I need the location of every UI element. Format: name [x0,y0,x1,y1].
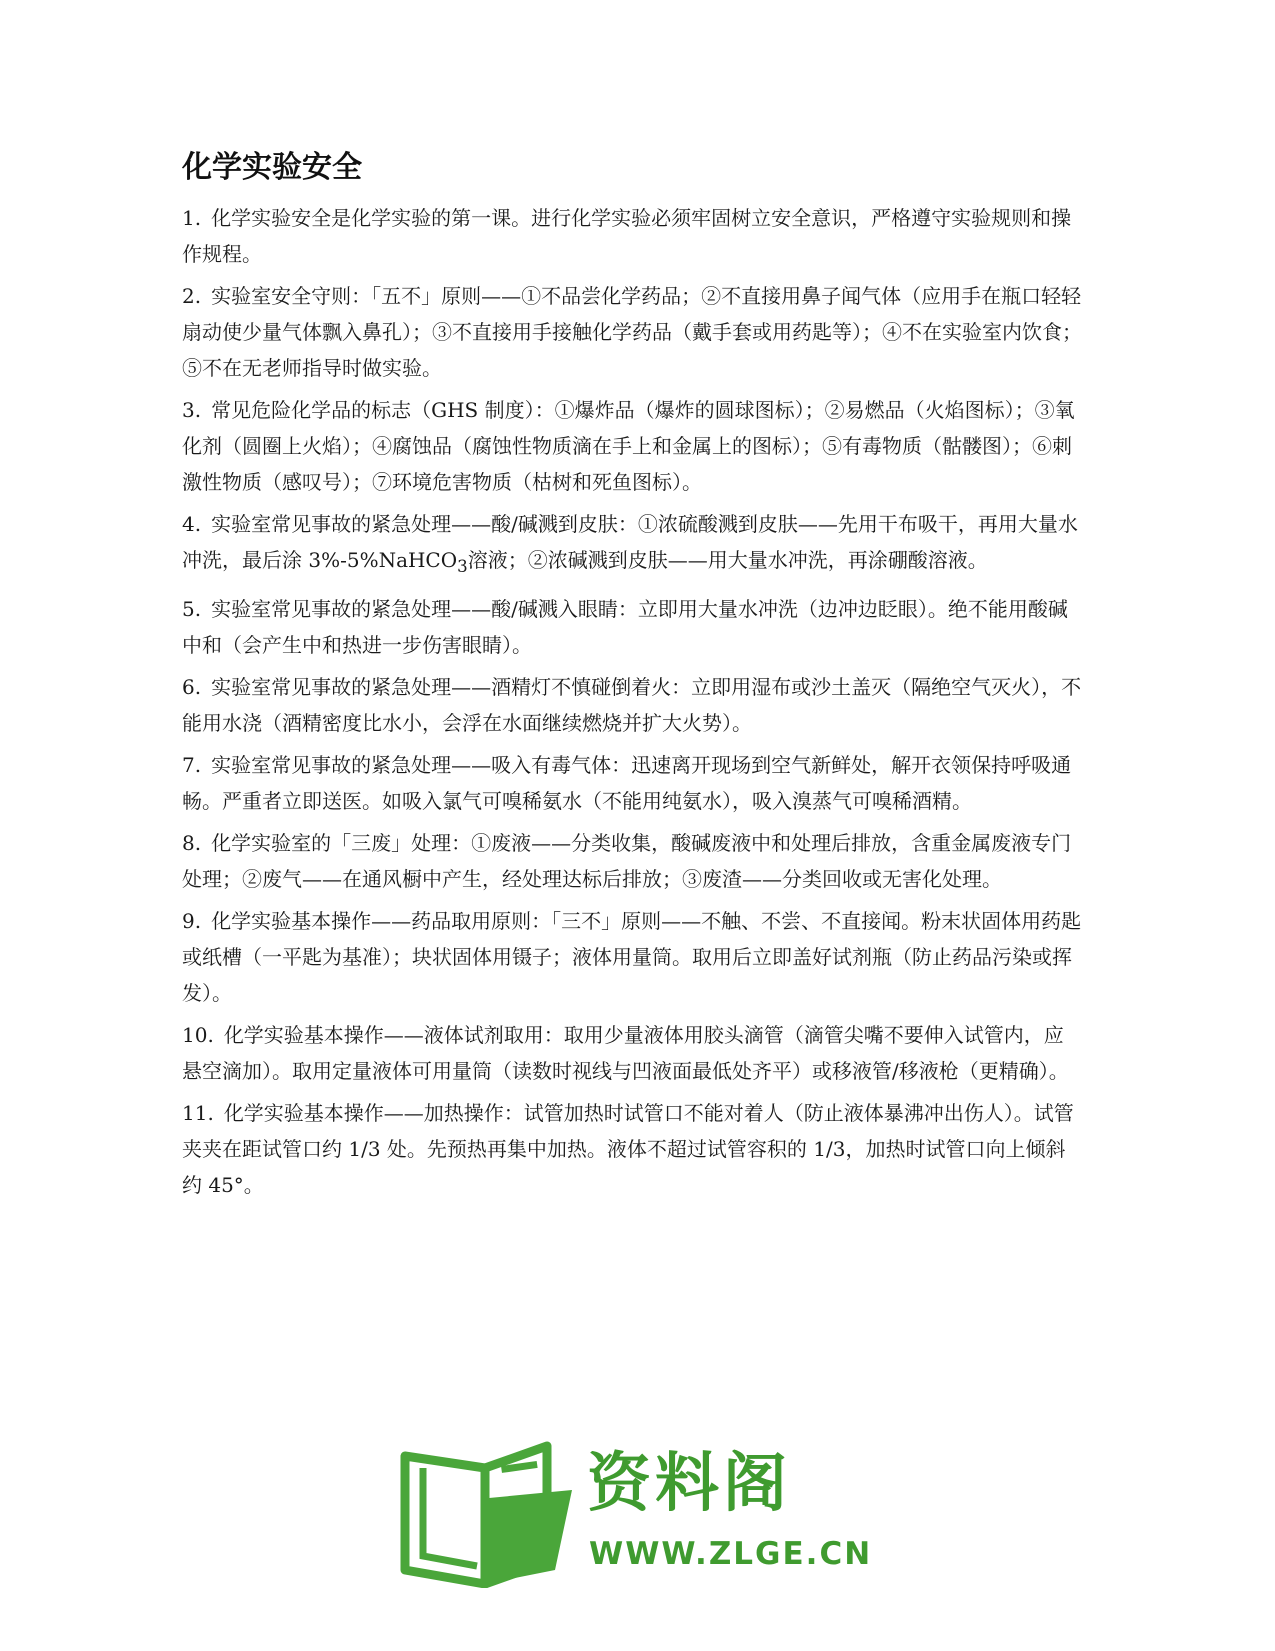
item-number: 2. [182,284,202,308]
item-number: 10. [182,1023,214,1047]
item-number: 3. [182,398,202,422]
item-text: 化学实验基本操作——药品取用原则：「三不」原则——不触、不尝、不直接闻。粉末状固体用药匙或纸槽（一平匙为基准）；块状固体用镊子；液体用量筒。取用后立即盖好试剂瓶（防止药品污染或挥发）。 [182,909,1082,1005]
list-item [182,392,1082,500]
list-item [182,825,1082,897]
item-number: 9. [182,909,202,933]
list-item [182,669,1082,741]
item-text: 实验室常见事故的紧急处理——酸/碱溅到皮肤：①浓硫酸溅到皮肤——先用干布吸干，再用大量水冲洗，最后涂 3%-5%NaHCO$_3$溶液；②浓碱溅到皮肤——用大量水冲洗，再涂硼酸溶液。 [182,512,1078,576]
item-text: 化学实验基本操作——液体试剂取用：取用少量液体用胶头滴管（滴管尖嘴不要伸入试管内，应悬空滴加）。取用定量液体可用量筒（读数时视线与凹液面最低处齐平）或移液管/移液枪（更精确）。 [182,1023,1069,1083]
item-number: 4. [182,512,202,536]
book-icon [397,1438,577,1588]
item-text: 常见危险化学品的标志（GHS 制度）：①爆炸品（爆炸的圆球图标）；②易燃品（火焰图标）；③氧化剂（圆圈上火焰）；④腐蚀品（腐蚀性物质滴在手上和金属上的图标）；⑤有毒物质（骷髅图）；⑥刺激性物质（感叹号）；⑦环境危害物质（枯树和死鱼图标）。 [182,398,1075,494]
list-item [182,591,1082,663]
list-item [182,903,1082,1011]
list-item [182,747,1082,819]
item-number: 7. [182,753,202,777]
list-item [182,1017,1082,1089]
item-text: 实验室安全守则：「五不」原则——①不品尝化学药品；②不直接用鼻子闻气体（应用手在瓶口轻轻扇动使少量气体飘入鼻孔）；③不直接用手接触化学药品（戴手套或用药匙等）；④不在实验室内饮食；⑤不在无老师指导时做实验。 [182,284,1082,380]
item-number: 5. [182,597,202,621]
item-number: 11. [182,1101,214,1125]
item-list [182,200,1082,1203]
document-title: 化学实验安全 [182,150,362,185]
logo-url: WWW.ZLGE.CN [589,1536,873,1572]
item-text: 化学实验安全是化学实验的第一课。进行化学实验必须牢固树立安全意识，严格遵守实验规则和操作规程。 [182,206,1072,266]
item-text: 化学实验室的「三废」处理：①废液——分类收集，酸碱废液中和处理后排放，含重金属废液专门处理；②废气——在通风橱中产生，经处理达标后排放；③废渣——分类回收或无害化处理。 [182,831,1072,891]
item-number: 1. [182,206,202,230]
document-body [182,148,1082,1209]
item-text: 化学实验基本操作——加热操作：试管加热时试管口不能对着人（防止液体暴沸冲出伤人）。试管夹夹在距试管口约 1/3 处。先预热再集中加热。液体不超过试管容积的 1/3，加热时试管口向上倾斜约 45°。 [182,1101,1074,1197]
list-item [182,506,1082,585]
site-logo [397,1438,877,1588]
item-text: 实验室常见事故的紧急处理——酒精灯不慎碰倒着火：立即用湿布或沙土盖灭（隔绝空气灭火），不能用水浇（酒精密度比水小，会浮在水面继续燃烧并扩大火势）。 [182,675,1082,735]
list-item [182,278,1082,386]
list-item [182,1095,1082,1203]
list-item [182,200,1082,272]
logo-name: 资料阁 [587,1447,791,1521]
item-number: 6. [182,675,202,699]
item-text: 实验室常见事故的紧急处理——酸/碱溅入眼睛：立即用大量水冲洗（边冲边眨眼）。绝不能用酸碱中和（会产生中和热进一步伤害眼睛）。 [182,597,1068,657]
item-text: 实验室常见事故的紧急处理——吸入有毒气体：迅速离开现场到空气新鲜处，解开衣领保持呼吸通畅。严重者立即送医。如吸入氯气可嗅稀氨水（不能用纯氨水），吸入溴蒸气可嗅稀酒精。 [182,753,1072,813]
item-number: 8. [182,831,202,855]
